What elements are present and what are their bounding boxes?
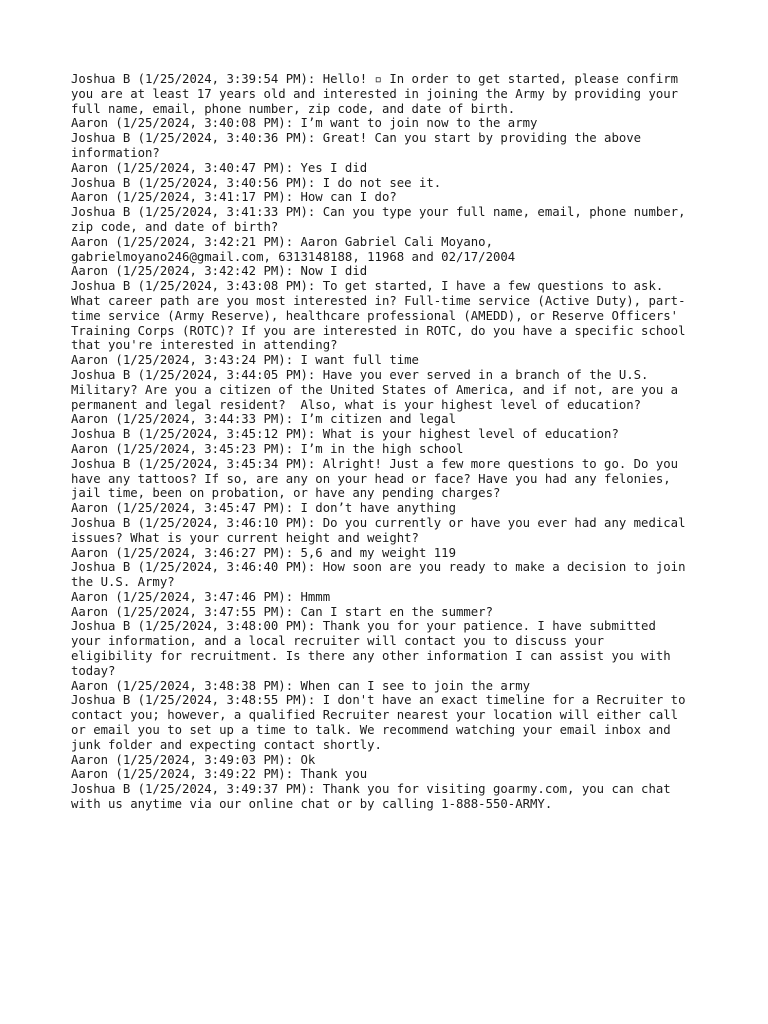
transcript-line: you are at least 17 years old and interested in joining the Army by providing your — [71, 86, 679, 101]
transcript-line: gabrielmoyano246@gmail.com, 6313148188, 11968 and 02/17/2004 — [71, 249, 516, 264]
transcript-line: Training Corps (ROTC)? If you are interested in ROTC, do you have a specific school — [71, 323, 686, 338]
transcript-line: Aaron (1/25/2024, 3:46:27 PM): 5,6 and my weight 119 — [71, 545, 456, 560]
transcript-line: Joshua B (1/25/2024, 3:45:34 PM): Alright! Just a few more questions to go. Do you — [71, 456, 679, 471]
transcript-line: Military? Are you a citizen of the United States of America, and if not, are you a — [71, 382, 679, 397]
transcript-line: Aaron (1/25/2024, 3:49:22 PM): Thank you — [71, 767, 368, 782]
transcript-line: Aaron (1/25/2024, 3:48:38 PM): When can I see to join the army — [71, 678, 531, 693]
transcript-line: or email you to set up a time to talk. We recommend watching your email inbox and — [71, 723, 671, 738]
transcript-line: Joshua B (1/25/2024, 3:49:37 PM): Thank you for visiting goarmy.com, you can chat — [71, 782, 671, 797]
transcript-line: zip code, and date of birth? — [71, 219, 279, 234]
transcript-line: Aaron (1/25/2024, 3:42:21 PM): Aaron Gabriel Cali Moyano, — [71, 234, 493, 249]
transcript-line: jail time, been on probation, or have any pending charges? — [71, 486, 501, 501]
transcript-line: Aaron (1/25/2024, 3:45:47 PM): I don’t have anything — [71, 501, 456, 516]
transcript-line: Joshua B (1/25/2024, 3:48:00 PM): Thank you for your patience. I have submitted — [71, 619, 656, 634]
transcript-line: Aaron (1/25/2024, 3:47:55 PM): Can I start en the summer? — [71, 604, 493, 619]
transcript-line: contact you; however, a qualified Recruiter nearest your location will either call — [71, 708, 679, 723]
transcript-line: have any tattoos? If so, are any on your head or face? Have you had any felonies, — [71, 471, 671, 486]
transcript-line: Joshua B (1/25/2024, 3:40:36 PM): Great! Can you start by providing the above — [71, 131, 642, 146]
transcript-line: What career path are you most interested in? Full-time service (Active Duty), part- — [71, 293, 686, 308]
transcript-line: full name, email, phone number, zip code, and date of birth. — [71, 101, 516, 116]
transcript-line: Aaron (1/25/2024, 3:45:23 PM): I’m in the high school — [71, 441, 464, 456]
transcript-line: time service (Army Reserve), healthcare professional (AMEDD), or Reserve Officers' — [71, 308, 679, 323]
transcript-line: that you're interested in attending? — [71, 338, 338, 353]
transcript-line: Aaron (1/25/2024, 3:44:33 PM): I’m citizen and legal — [71, 412, 456, 427]
transcript-line: information? — [71, 145, 160, 160]
transcript-line: junk folder and expecting contact shortly. — [71, 737, 382, 752]
transcript-line: Aaron (1/25/2024, 3:43:24 PM): I want full time — [71, 353, 419, 368]
transcript-line: Joshua B (1/25/2024, 3:41:33 PM): Can you type your full name, email, phone number, — [71, 205, 686, 220]
transcript-line: Joshua B (1/25/2024, 3:44:05 PM): Have you ever served in a branch of the U.S. — [71, 367, 649, 382]
transcript-line: Aaron (1/25/2024, 3:41:17 PM): How can I do? — [71, 190, 397, 205]
transcript-line: Joshua B (1/25/2024, 3:46:40 PM): How soon are you ready to make a decision to join — [71, 560, 686, 575]
transcript-line: Aaron (1/25/2024, 3:40:08 PM): I’m want to join now to the army — [71, 116, 538, 131]
transcript-line: issues? What is your current height and weight? — [71, 530, 419, 545]
transcript-line: the U.S. Army? — [71, 575, 175, 590]
transcript-line: Joshua B (1/25/2024, 3:43:08 PM): To get started, I have a few questions to ask. — [71, 279, 664, 294]
transcript-line: Aaron (1/25/2024, 3:40:47 PM): Yes I did — [71, 160, 368, 175]
transcript-line: Aaron (1/25/2024, 3:42:42 PM): Now I did — [71, 264, 368, 279]
transcript-line: Joshua B (1/25/2024, 3:48:55 PM): I don't have an exact timeline for a Recruiter to — [71, 693, 686, 708]
transcript-line: Joshua B (1/25/2024, 3:45:12 PM): What is your highest level of education? — [71, 427, 619, 442]
transcript-line: with us anytime via our online chat or by calling 1-888-550-ARMY. — [71, 797, 553, 812]
transcript-line: Joshua B (1/25/2024, 3:40:56 PM): I do not see it. — [71, 175, 442, 190]
transcript-line: your information, and a local recruiter will contact you to discuss your — [71, 634, 605, 649]
transcript-line: Joshua B (1/25/2024, 3:39:54 PM): Hello! ▫ In order to get started, please confirm — [71, 72, 679, 86]
transcript-line: permanent and legal resident? Also, what is your highest level of education? — [71, 397, 642, 412]
transcript-line: Aaron (1/25/2024, 3:47:46 PM): Hmmm — [71, 589, 331, 604]
chat-transcript — [71, 72, 703, 812]
transcript-line: today? — [71, 663, 116, 678]
transcript-line: Joshua B (1/25/2024, 3:46:10 PM): Do you currently or have you ever had any medical — [71, 515, 686, 530]
transcript-line: Aaron (1/25/2024, 3:49:03 PM): Ok — [71, 752, 316, 767]
transcript-line: eligibility for recruitment. Is there any other information I can assist you with — [71, 649, 671, 664]
